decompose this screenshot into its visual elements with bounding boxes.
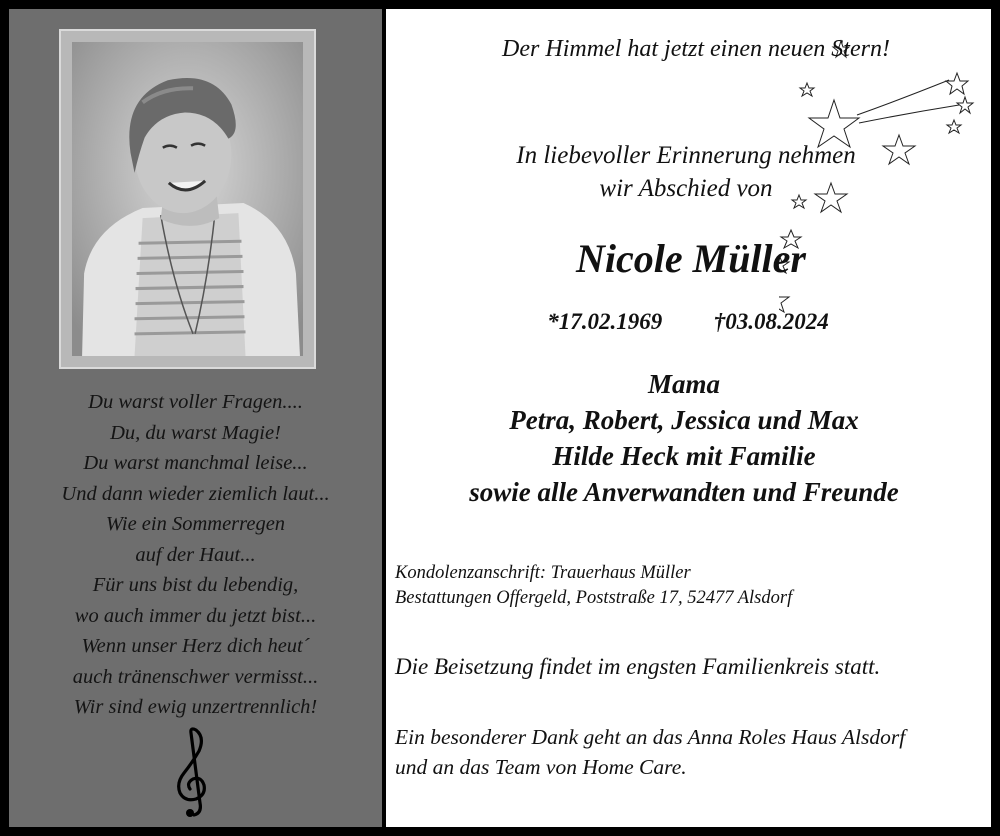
burial-notice: Die Beisetzung findet im engsten Familienkreis statt.: [395, 654, 881, 679]
poem-line: wo auch immer du jetzt bist...: [74, 604, 317, 627]
poem: [9, 387, 382, 723]
death-date: †03.08.2024: [713, 309, 829, 334]
mourners: [374, 366, 994, 510]
poem-line: Und dann wieder ziemlich laut...: [61, 482, 330, 505]
condolence-line: Bestattungen Offergeld, Poststraße 17, 52477 Alsdorf: [395, 588, 793, 608]
intro-line: wir Abschied von: [599, 175, 773, 202]
mourner-line: Hilde Heck mit Familie: [552, 441, 816, 471]
mourner-line: sowie alle Anverwandten und Freunde: [469, 477, 899, 507]
poem-line: Für uns bist du lebendig,: [92, 574, 299, 596]
condolence-address: [395, 561, 792, 611]
portrait-photo: [72, 42, 303, 356]
left-panel: [9, 9, 382, 827]
star-heading: Der Himmel hat jetzt einen neuen Stern!: [502, 36, 890, 62]
mourner-line: Petra, Robert, Jessica und Max: [509, 405, 859, 435]
photo-frame: [61, 31, 314, 367]
treble-clef-icon: [172, 727, 212, 819]
poem-line: Wie ein Sommerregen: [105, 513, 286, 535]
poem-line: Du warst voller Fragen....: [88, 391, 303, 413]
right-panel: [386, 9, 991, 827]
poem-line: auf der Haut...: [135, 543, 256, 566]
birth-date: *17.02.1969: [547, 309, 663, 334]
condolence-line: Kondolenzanschrift: Trauerhaus Müller: [395, 563, 691, 583]
poem-line: auch tränenschwer vermisst...: [72, 665, 319, 688]
dates: [378, 309, 998, 335]
deceased-name: Nicole Müller: [576, 236, 806, 281]
mourner-line: Mama: [647, 369, 720, 399]
thanks-line: und an das Team von Home Care.: [395, 755, 687, 779]
intro-line: In liebevoller Erinnerung nehmen: [516, 142, 856, 169]
poem-line: Wir sind ewig unzertrennlich!: [73, 696, 318, 718]
poem-line: Du warst manchmal leise...: [83, 452, 308, 474]
poem-line: Du, du warst Magie!: [110, 421, 281, 444]
thanks-note: [395, 722, 905, 782]
thanks-line: Ein besonderer Dank geht an das Anna Roles Haus Alsdorf: [395, 725, 906, 749]
poem-line: Wenn unser Herz dich heut´: [81, 635, 310, 657]
